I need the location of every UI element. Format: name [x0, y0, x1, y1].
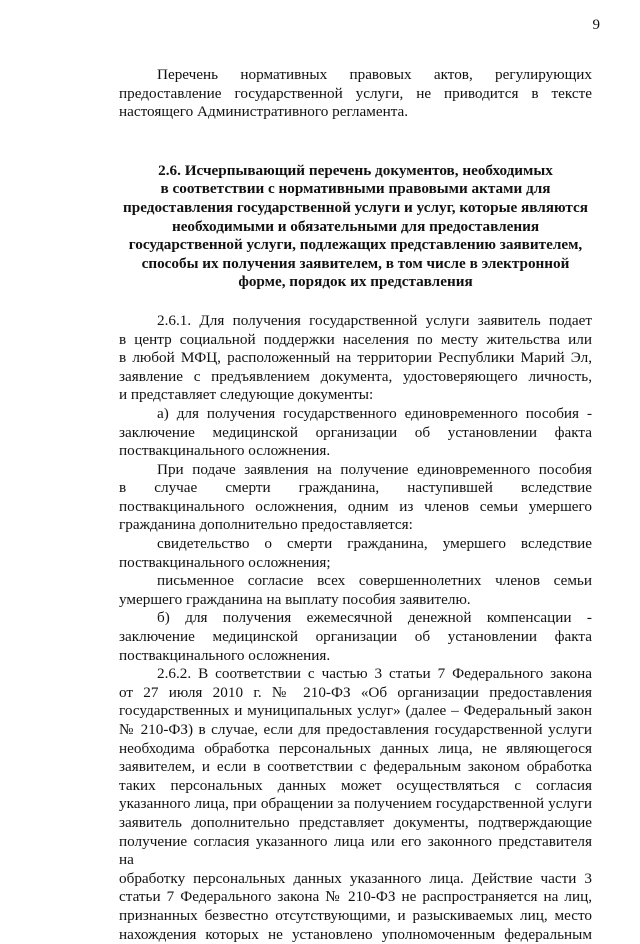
- heading-line: 2.6. Исчерпывающий перечень документов, необходимых: [158, 161, 553, 179]
- body-paragraph: [119, 461, 592, 535]
- heading-line: в соответствии с нормативными правовыми актами для: [160, 180, 551, 198]
- paragraph-line: поствакцинального осложнения;: [119, 553, 331, 571]
- paragraph-line: получение согласия указанного лица или его законного представителя на: [119, 832, 592, 869]
- paragraph-line: статьи 7 Федерального закона № 210-ФЗ не распространяется на лиц,: [119, 888, 592, 906]
- section-heading: [119, 122, 592, 312]
- paragraph-line: необходима обработка персональных данных лица, не являющегося: [119, 739, 592, 757]
- paragraph-line: признанных безвестно отсутствующими, и разыскиваемых лиц, место: [119, 906, 592, 924]
- paragraph-line: б) для получения ежемесячной денежной компенсации -: [157, 609, 592, 627]
- body-paragraph: [119, 535, 592, 572]
- paragraph-list: [119, 312, 592, 944]
- paragraph-line: и представляет следующие документы:: [119, 386, 374, 404]
- paragraph-line: от 27 июля 2010 г. № 210-ФЗ «Об организации предоставления: [119, 683, 592, 701]
- paragraph-line: указанного лица, при обращении за получением государственной услуги: [119, 795, 592, 813]
- paragraph-line: а) для получения государственного единовременного пособия -: [157, 404, 592, 422]
- paragraph-line: нахождения которых не установлено уполномоченным федеральным: [119, 925, 592, 943]
- paragraph-line: в любой МФЦ, расположенный на территории Республики Марий Эл,: [119, 349, 592, 367]
- paragraph-line: поствакцинального осложнения.: [119, 442, 331, 460]
- intro-line: Перечень нормативных правовых актов, регулирующих: [157, 66, 592, 83]
- intro-line: предоставление государственной услуги, не приводится в тексте: [119, 84, 592, 102]
- heading-line: необходимыми и обязательными для предоставления: [171, 217, 540, 235]
- paragraph-line: в случае смерти гражданина, наступившей вследствие: [119, 479, 592, 497]
- body-paragraph: [119, 405, 592, 461]
- body-paragraph: [119, 572, 592, 609]
- paragraph-line: свидетельство о смерти гражданина, умершего вследствие: [157, 535, 592, 553]
- heading-line: способы их получения заявителем, в том числе в электронной: [141, 254, 570, 272]
- paragraph-line: 2.6.2. В соответствии с частью 3 статьи 7 Федерального закона: [157, 665, 592, 683]
- paragraph-line: обработку персональных данных указанного лица. Действие части 3: [119, 869, 592, 887]
- paragraph-line: 2.6.1. Для получения государственной услуги заявитель подает: [157, 311, 592, 329]
- body-paragraph: [119, 609, 592, 665]
- intro-paragraph: [119, 66, 592, 122]
- paragraph-line: умершего гражданина на выплату пособия заявителю.: [119, 590, 471, 608]
- paragraph-line: заключение медицинской организации об установлении факта: [119, 628, 592, 646]
- paragraph-line: При подаче заявления на получение единовременного пособия: [157, 460, 592, 478]
- body-paragraph: [119, 312, 592, 405]
- paragraph-line: заключение медицинской организации об установлении факта: [119, 423, 592, 441]
- paragraph-line: таких персональных данных может осуществляться с согласия: [119, 776, 592, 794]
- body-paragraph: [119, 665, 592, 944]
- page-number: 9: [592, 17, 600, 33]
- heading-line: государственной услуги, подлежащих представлению заявителем,: [128, 236, 583, 254]
- paragraph-line: письменное согласие всех совершеннолетних членов семьи: [157, 572, 592, 590]
- paragraph-line: гражданина дополнительно предоставляется:: [119, 516, 413, 534]
- heading-line: предоставления государственной услуги и услуг, которые являются: [123, 198, 588, 216]
- paragraph-line: поствакцинального осложнения, одним из членов семьи умершего: [119, 497, 592, 515]
- heading-line: форме, порядок их представления: [238, 273, 473, 291]
- paragraph-line: заявитель дополнительно представляет документы, подтверждающие: [119, 813, 592, 831]
- paragraph-line: поствакцинального осложнения.: [119, 646, 331, 664]
- paragraph-line: в центр социальной поддержки населения по месту жительства или: [119, 330, 592, 348]
- paragraph-line: заявление с предъявлением документа, удостоверяющего личность,: [119, 367, 592, 385]
- document-body: [119, 66, 592, 944]
- paragraph-line: заявителем, и если в соответствии с федеральным законом обработка: [119, 758, 592, 776]
- paragraph-line: № 210-ФЗ) в случае, если для предоставления государственной услуги: [119, 721, 592, 738]
- paragraph-line: государственных и муниципальных услуг» (далее – Федеральный закон: [119, 702, 592, 720]
- intro-line: настоящего Административного регламента.: [119, 103, 409, 121]
